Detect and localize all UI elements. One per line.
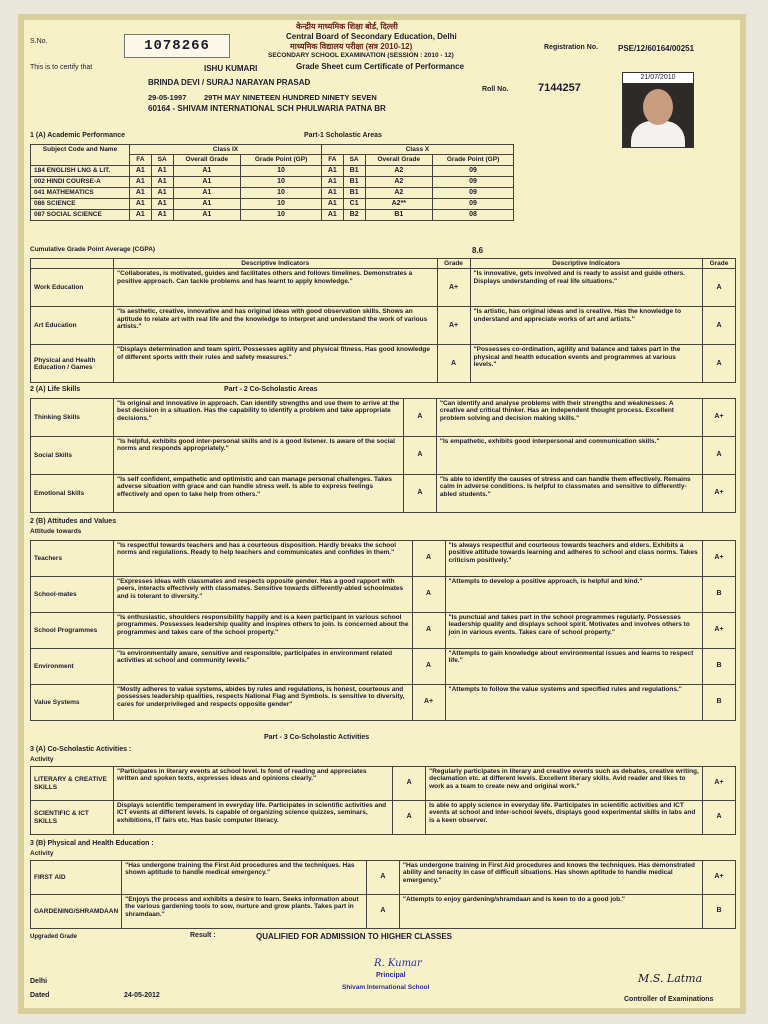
subject-cell: [31, 165, 130, 176]
class9-grade: A: [412, 577, 445, 613]
row-label: FIRST AID: [31, 861, 122, 895]
class10-grade: B: [703, 895, 736, 929]
class10-descriptor: "Attempts to follow the value systems and specified rules and regulations.": [445, 685, 702, 721]
subject-name: SOCIAL SCIENCE: [46, 211, 102, 219]
exam-name: SECONDARY SCHOOL EXAMINATION (SESSION : 2010 - 12): [268, 52, 454, 59]
row-label: SCIENTIFIC & ICT SKILLS: [31, 801, 114, 835]
class10-descriptor: "Is artistic, has original ideas and is creative. Has the knowledge to understand and appreciate works of art and artists.": [470, 307, 702, 345]
grade-cell: A1: [173, 176, 241, 187]
class9-descriptor: "Has undergone training the First Aid procedures and the techniques. Has shown aptitude to handle medical emergency.": [122, 861, 367, 895]
health-table: [30, 860, 736, 929]
class10-grade: A: [703, 437, 736, 475]
health-row: [31, 861, 736, 895]
subject-name: MATHEMATICS: [46, 189, 94, 197]
subject-row: [31, 165, 514, 176]
class9-descriptor: "Is original and innovative in approach. Can identify strengths and use them to arrive at the best decision in a situation. Has the capability to identify a problem and take appropriate decisions.": [114, 399, 404, 437]
attitude-row: [31, 685, 736, 721]
subject-name: SCIENCE: [46, 200, 76, 208]
class9-grade: A+: [437, 307, 470, 345]
class10-grade: A+: [703, 613, 736, 649]
grade-cell: B1: [343, 176, 365, 187]
class9-grade: A: [403, 475, 436, 513]
grade-cell: A1: [173, 188, 241, 199]
class10-grade: B: [703, 577, 736, 613]
class9-descriptor: "Mostly adheres to value systems, abides by rules and regulations, is honest, courteous and possesses leadership qualities, respects National Flag and Symbols. Is sensitive to diversity, cares for underprivileged and respects opposite gender": [114, 685, 413, 721]
controller-label: Controller of Examinations: [624, 996, 714, 1003]
certify-text: This is to certify that: [30, 64, 93, 71]
subject-name: HINDI COURSE-A: [46, 177, 101, 185]
activity-row: [31, 801, 736, 835]
sa-header-9: SA: [151, 155, 173, 165]
subject-code: 086: [34, 200, 45, 208]
grade-cell: A2: [365, 188, 433, 199]
subject-name: ENGLISH LNG & LIT.: [46, 166, 111, 174]
cgpa-value: 8.6: [472, 246, 484, 255]
class9-grade: A: [366, 895, 399, 929]
row-label: Environment: [31, 649, 114, 685]
class9-descriptor: "Collaborates, is motivated, guides and facilitates others and follows timelines. Demonstrates a positive approach. Can tackle problems and has learnt to apply knowledge.": [114, 269, 438, 307]
row-label: Work Education: [31, 269, 114, 307]
row-label: Social Skills: [31, 437, 114, 475]
overall-header-10: Overall Grade: [365, 155, 433, 165]
grade-sheet: [18, 14, 746, 1014]
class10-descriptor: "Has undergone training in First Aid procedures and knows the techniques. Has demonstrated ability and tenacity in case of difficult situations. Has shown aptitude to handle medical emergency.": [399, 861, 702, 895]
attitude-row: [31, 541, 736, 577]
grade-cell: 09: [433, 188, 514, 199]
grade-cell: A1: [173, 210, 241, 221]
class9-grade: A+: [437, 269, 470, 307]
row-label: Emotional Skills: [31, 475, 114, 513]
grade-cell: A1: [321, 210, 343, 221]
attitude-table: [30, 540, 736, 721]
subject-code: 041: [34, 189, 45, 197]
student-photo: [622, 72, 694, 148]
class9-header: Class IX: [130, 145, 322, 155]
grade-cell: 09: [433, 176, 514, 187]
life-skill-row: [31, 399, 736, 437]
class10-grade: B: [703, 685, 736, 721]
fa-header-10: FA: [321, 155, 343, 165]
row-label: Physical and Health Education / Games: [31, 345, 114, 383]
subject-row: [31, 176, 514, 187]
health-label: 3 (B) Physical and Health Education :: [30, 840, 154, 847]
place-label: Delhi: [30, 978, 48, 985]
grade-cell: A1: [151, 210, 173, 221]
life-skill-row: [31, 475, 736, 513]
class10-grade: A+: [703, 861, 736, 895]
class10-descriptor: "Regularly participates in literary and creative events such as debates, creative writing, declamation etc. at different levels. Excellent literary skills. Avid reader and likes to work as a team to create new and original work.": [426, 767, 703, 801]
grade-cell: B1: [343, 188, 365, 199]
grade-cell: A1: [130, 188, 152, 199]
grade-cell: 10: [241, 165, 322, 176]
work-class9-desc: Descriptive Indicators: [114, 259, 438, 269]
gp-header-9: Grade Point (GP): [241, 155, 322, 165]
work-row: [31, 307, 736, 345]
class9-descriptor: "Expresses ideas with classmates and respects opposite gender. Has a good rapport with peers, interacts effectively with classmates. Sensitive towards differently-abled schoolmates and is tolerant to diversity.": [114, 577, 413, 613]
class9-grade: A: [412, 541, 445, 577]
roll-label: Roll No.: [482, 86, 509, 93]
grade-cell: A1: [173, 199, 241, 210]
health-sub: Activity: [30, 850, 54, 857]
serial-label: S.No.: [30, 38, 48, 45]
grade-cell: A1: [130, 199, 152, 210]
grade-cell: A1: [130, 210, 152, 221]
class10-descriptor: "Is punctual and takes part in the school programmes regularly. Possesses leadership quality and displays school spirit. Motivates and involves others to join in various events. Takes care of school property.": [445, 613, 702, 649]
subject-cell: [31, 199, 130, 210]
work-row: [31, 345, 736, 383]
class9-grade: A: [403, 399, 436, 437]
gp-header-10: Grade Point (GP): [433, 155, 514, 165]
grade-cell: 10: [241, 210, 322, 221]
grade-cell: 09: [433, 165, 514, 176]
attitude-sub: Attitude towards: [30, 528, 82, 535]
class9-grade: A: [412, 649, 445, 685]
grade-cell: A1: [151, 165, 173, 176]
class9-grade: A: [393, 801, 426, 835]
grade-cell: B1: [343, 165, 365, 176]
attitude-row: [31, 577, 736, 613]
health-row: [31, 895, 736, 929]
fa-header-9: FA: [130, 155, 152, 165]
subject-row: [31, 188, 514, 199]
academic-table: [30, 144, 514, 221]
class10-descriptor: "Attempts to gain knowledge about environmental issues and learns to respect life.": [445, 649, 702, 685]
class10-descriptor: "Can identify and analyse problems with their strengths and weaknesses. A creative and critical thinker. Has an independent thought process. Excellent problem solving and decision making skills.": [436, 399, 702, 437]
row-label: GARDENING/SHRAMDAAN: [31, 895, 122, 929]
row-label: Teachers: [31, 541, 114, 577]
class10-grade: B: [703, 649, 736, 685]
grade-cell: A2: [365, 176, 433, 187]
class10-descriptor: "Possesses co-ordination, agility and balance and takes part in the physical and health education events and programmes at various levels.": [470, 345, 702, 383]
grade-cell: A1: [321, 176, 343, 187]
class10-grade: A+: [703, 767, 736, 801]
grade-cell: 08: [433, 210, 514, 221]
certificate-title: Grade Sheet cum Certificate of Performance: [296, 62, 465, 71]
photo-body: [631, 121, 685, 148]
grade-cell: A1: [151, 199, 173, 210]
part3-title: Part - 3 Co-Scholastic Activities: [264, 734, 370, 741]
grade-cell: B1: [365, 210, 433, 221]
life-skill-row: [31, 437, 736, 475]
controller-signature: M.S. Latma: [638, 972, 703, 985]
row-label: Thinking Skills: [31, 399, 114, 437]
work-class10-desc: Descriptive Indicators: [470, 259, 702, 269]
activity-sub: Activity: [30, 756, 54, 763]
result-label: Result :: [190, 932, 216, 939]
class10-grade: A+: [703, 475, 736, 513]
roll-number: 7144257: [538, 82, 581, 94]
class9-grade: A: [437, 345, 470, 383]
attitude-row: [31, 613, 736, 649]
grade-cell: A1: [321, 199, 343, 210]
class10-descriptor: "Is always respectful and courteous towards teachers and elders. Exhibits a positive attitude towards learning and adheres to school and class norms. Takes criticism positively.": [445, 541, 702, 577]
class9-descriptor: "Enjoys the process and exhibits a desire to learn. Seeks information about the various gardening tools to sow, nurture and grow plants. Takes part in shramdaan.": [122, 895, 367, 929]
photo-date: 21/07/2010: [623, 73, 693, 83]
subject-row: [31, 210, 514, 221]
class10-grade: A+: [703, 399, 736, 437]
registration-number: PSE/12/60164/00251: [618, 44, 695, 53]
coscholastic-section-title: Part - 2 Co-Scholastic Areas: [224, 386, 318, 393]
grade-cell: A1: [151, 176, 173, 187]
activity-table: [30, 766, 736, 835]
class9-descriptor: "Participates in literary events at school level. Is fond of reading and appreciates written and spoken texts, expresses ideas and opinions clearly.": [114, 767, 393, 801]
class10-descriptor: "Attempts to enjoy gardening/shramdaan and is keen to do a good job.": [399, 895, 702, 929]
class10-descriptor: "Is empathetic, exhibits good interpersonal and communication skills.": [436, 437, 702, 475]
date-of-birth: 29-05-1997: [148, 93, 187, 102]
grade-cell: 10: [241, 176, 322, 187]
class9-grade: A: [412, 613, 445, 649]
class9-descriptor: "Is enthusiastic, shoulders responsibility happily and is a keen participant in various school programmes. Possesses leadership quality and inspires others to join. Is concerned about the programmes and takes care of the school property.": [114, 613, 413, 649]
row-label: School Programmes: [31, 613, 114, 649]
date-of-birth-words: 29TH MAY NINETEEN HUNDRED NINETY SEVEN: [204, 93, 377, 102]
class10-grade: A: [703, 801, 736, 835]
work-class9-grade: Grade: [437, 259, 470, 269]
grade-cell: A2**: [365, 199, 433, 210]
row-label: Value Systems: [31, 685, 114, 721]
attitude-row: [31, 649, 736, 685]
class10-descriptor: "Attempts to develop a positive approach, is helpful and kind.": [445, 577, 702, 613]
subject-cell: [31, 188, 130, 199]
class9-grade: A: [393, 767, 426, 801]
dated-label: Dated: [30, 992, 50, 999]
principal-signature: R. Kumar: [374, 958, 422, 969]
row-label: School-mates: [31, 577, 114, 613]
subject-row: [31, 199, 514, 210]
class9-descriptor: "Is helpful, exhibits good inter-personal skills and is a good listener. Is aware of the social norms and responds appropriately.": [114, 437, 404, 475]
parents-name: BRINDA DEVI / SURAJ NARAYAN PRASAD: [148, 78, 311, 87]
class10-grade: A: [703, 345, 736, 383]
grade-cell: A1: [130, 165, 152, 176]
issue-date: 24-05-2012: [124, 992, 160, 999]
class9-grade: A+: [412, 685, 445, 721]
class9-grade: A: [366, 861, 399, 895]
class10-grade: A: [703, 307, 736, 345]
grade-cell: A1: [130, 176, 152, 187]
work-class10-grade: Grade: [703, 259, 736, 269]
grade-cell: A1: [321, 165, 343, 176]
exam-name-hindi: माध्यमिक विद्यालय परीक्षा (सत्र 2010-12): [290, 42, 413, 51]
grade-cell: A1: [151, 188, 173, 199]
overall-header-9: Overall Grade: [173, 155, 241, 165]
class9-grade: A: [403, 437, 436, 475]
grade-cell: A1: [173, 165, 241, 176]
subject-header: Subject Code and Name: [31, 145, 130, 166]
class10-header: Class X: [321, 145, 513, 155]
student-name: ISHU KUMARI: [204, 64, 258, 73]
class9-descriptor: "Is respectful towards teachers and has a courteous disposition. Hardly breaks the school norms and regulations. Ready to help teachers and communicates and confides in them.": [114, 541, 413, 577]
result-value: QUALIFIED FOR ADMISSION TO HIGHER CLASSES: [256, 932, 453, 941]
work-table: [30, 258, 736, 383]
class10-descriptor: Is able to apply science in everyday life. Participates in scientific activities and ICT events at school and inter-school levels, displays good experimental skills in labs and is a keen observer.: [426, 801, 703, 835]
life-skills-label: 2 (A) Life Skills: [30, 386, 81, 393]
class9-descriptor: "Is aesthetic, creative, innovative and has original ideas with good observation skills. Shows an aptitude to relate art with real life and the knowledge to interpret and understand the work of various artists.": [114, 307, 438, 345]
principal-label: Principal: [376, 972, 406, 979]
serial-number: 1078266: [124, 34, 230, 58]
grade-cell: B2: [343, 210, 365, 221]
scholastic-section-title: Part-1 Scholastic Areas: [304, 132, 382, 139]
grade-cell: A2: [365, 165, 433, 176]
class10-grade: A+: [703, 541, 736, 577]
registration-label: Registration No.: [544, 44, 599, 51]
sa-header-10: SA: [343, 155, 365, 165]
activity-label: 3 (A) Co-Scholastic Activities :: [30, 746, 132, 753]
subject-code: 087: [34, 211, 45, 219]
row-label: LITERARY & CREATIVE SKILLS: [31, 767, 114, 801]
upgraded-grade-note: Upgraded Grade: [30, 934, 78, 940]
work-row: [31, 269, 736, 307]
class9-descriptor: Displays scientific temperament in everyday life. Participates in scientific activities and ICT events at different levels. Is capable of organizing science quizzes, seminars, exhibitions, IT fairs etc. Has basic computer literacy.: [114, 801, 393, 835]
certificate-header: [24, 20, 740, 148]
subject-cell: [31, 210, 130, 221]
class10-descriptor: "Is able to identify the causes of stress and can handle them effectively. Remains calm in adverse conditions. Is helpful to classmates and sensitive to differently-abled students.": [436, 475, 702, 513]
class9-descriptor: "Displays determination and team spirit. Possesses agility and physical fitness. Has good knowledge of different sports with their rules and safety measures.": [114, 345, 438, 383]
board-name-hindi: केन्द्रीय माध्यमिक शिक्षा बोर्ड, दिल्ली: [296, 22, 398, 31]
subject-code: 002: [34, 177, 45, 185]
grade-cell: 09: [433, 199, 514, 210]
subject-cell: [31, 176, 130, 187]
class9-descriptor: "Is environmentally aware, sensitive and responsible, participates in environment related activities at school and community levels.": [114, 649, 413, 685]
grade-cell: A1: [321, 188, 343, 199]
photo-face: [643, 89, 673, 125]
activity-row: [31, 767, 736, 801]
life-skills-table: [30, 398, 736, 513]
cgpa-label: Cumulative Grade Point Average (CGPA): [30, 246, 156, 253]
row-label: Art Education: [31, 307, 114, 345]
class10-grade: A: [703, 269, 736, 307]
subject-code: 184: [34, 166, 45, 174]
grade-cell: 10: [241, 188, 322, 199]
grade-cell: C1: [343, 199, 365, 210]
class10-descriptor: "Is innovative, gets involved and is ready to assist and guide others. Displays understanding of real life situations.": [470, 269, 702, 307]
school-name: 60164 - SHIVAM INTERNATIONAL SCH PHULWARIA PATNA BR: [148, 104, 386, 113]
attitude-label: 2 (B) Attitudes and Values: [30, 518, 117, 525]
board-name: Central Board of Secondary Education, Delhi: [286, 32, 457, 41]
academic-label: 1 (A) Academic Performance: [30, 132, 126, 139]
grade-cell: 10: [241, 199, 322, 210]
class9-descriptor: "Is self confident, empathetic and optimistic and can manage personal challenges. Takes adverse situation with grace and can handle stress well. Is able to express feelings effectively and open to take help from others.": [114, 475, 404, 513]
school-stamp: Shivam International School: [342, 984, 430, 991]
